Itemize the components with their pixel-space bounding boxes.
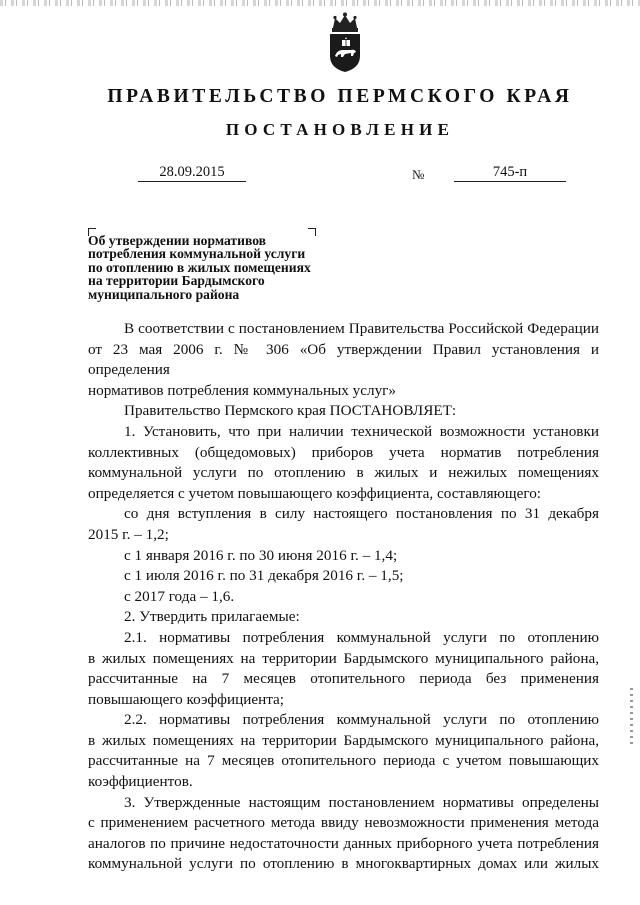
government-title: ПРАВИТЕЛЬСТВО ПЕРМСКОГО КРАЯ [107, 86, 573, 107]
coefficient-line: с 1 января 2016 г. по 30 июня 2016 г. – 1,4; [124, 546, 398, 564]
item-2-1-line: 2.1. нормативы потребления коммунальной услуги по отоплению [124, 628, 599, 646]
item-2-1-line: рассчитанные на 7 месяцев отопительного периода без применения [88, 670, 599, 688]
subject-line: потребления коммунальной услуги [88, 246, 306, 262]
resolves-line: Правительство Пермского края ПОСТАНОВЛЯЕТ: [124, 402, 457, 420]
item-2-2-line: 2.2. нормативы потребления коммунальной услуги по отоплению [124, 711, 599, 729]
document-type-title: ПОСТАНОВЛЕНИЕ [225, 120, 455, 139]
coat-of-arms-icon [325, 12, 365, 74]
coefficient-line: с 2017 года – 1,6. [124, 587, 235, 605]
item-1-line: коллективных (общедомовых) приборов учета норматив потребления [88, 443, 599, 461]
document-subject [88, 234, 378, 301]
subject-line: Об утверждении нормативов [88, 233, 266, 248]
item-2-1-line: в жилых помещениях на территории Бардымского муниципального района, [88, 649, 599, 667]
item-3-line: 3. Утвержденные настоящим постановлением нормативы определены [124, 793, 599, 811]
subject-line: на территории Бардымского [88, 273, 265, 289]
scan-edge-noise [0, 0, 640, 6]
preamble-line: нормативов потребления коммунальных услуг» [88, 381, 397, 399]
number-label: № [412, 167, 425, 182]
item-2-2-line: рассчитанные на 7 месяцев отопительного периода с учетом повышающих [88, 752, 599, 770]
item-1-line: 1. Установить, что при наличии технической возможности установки [124, 422, 599, 440]
item-2-2-line: в жилых помещениях на территории Бардымского муниципального района, [88, 731, 599, 749]
subject-line: по отоплению в жилых помещениях [88, 259, 311, 275]
subject-line: муниципального района [88, 286, 240, 302]
document-number: 745-п [454, 164, 566, 182]
document-date: 28.09.2015 [138, 164, 246, 182]
item-1-line: коммунальной услуги по отоплению в жилых и нежилых помещениях [88, 464, 599, 482]
item-3-line: коммунальной услуги по отоплению в многоквартирных домах или жилых [88, 855, 599, 873]
item-3-line: с применением расчетного метода ввиду невозможности применения метода [88, 814, 599, 832]
coefficient-line: со дня вступления в силу настоящего постановления по 31 декабря [124, 505, 599, 523]
item-2-line: 2. Утвердить прилагаемые: [124, 608, 300, 626]
item-1-line: определяется с учетом повышающего коэффициента, составляющего: [88, 484, 542, 502]
preamble-line: В соответствии с постановлением Правительства Российской Федерации [124, 320, 599, 337]
document-body [88, 319, 599, 875]
item-2-2-line: коэффициентов. [88, 773, 193, 791]
coefficient-line: с 1 июля 2016 г. по 31 декабря 2016 г. – 1,5; [124, 567, 404, 585]
item-3-line: аналогов по причине недостаточности данных приборного учета потребления [88, 834, 599, 852]
scan-margin-mark [630, 688, 633, 748]
item-2-1-line: повышающего коэффициента; [88, 690, 284, 708]
coefficient-line: 2015 г. – 1,2; [88, 525, 169, 543]
preamble-line: от 23 мая 2006 г. № 306 «Об утверждении Правил установления и определения [88, 340, 599, 379]
